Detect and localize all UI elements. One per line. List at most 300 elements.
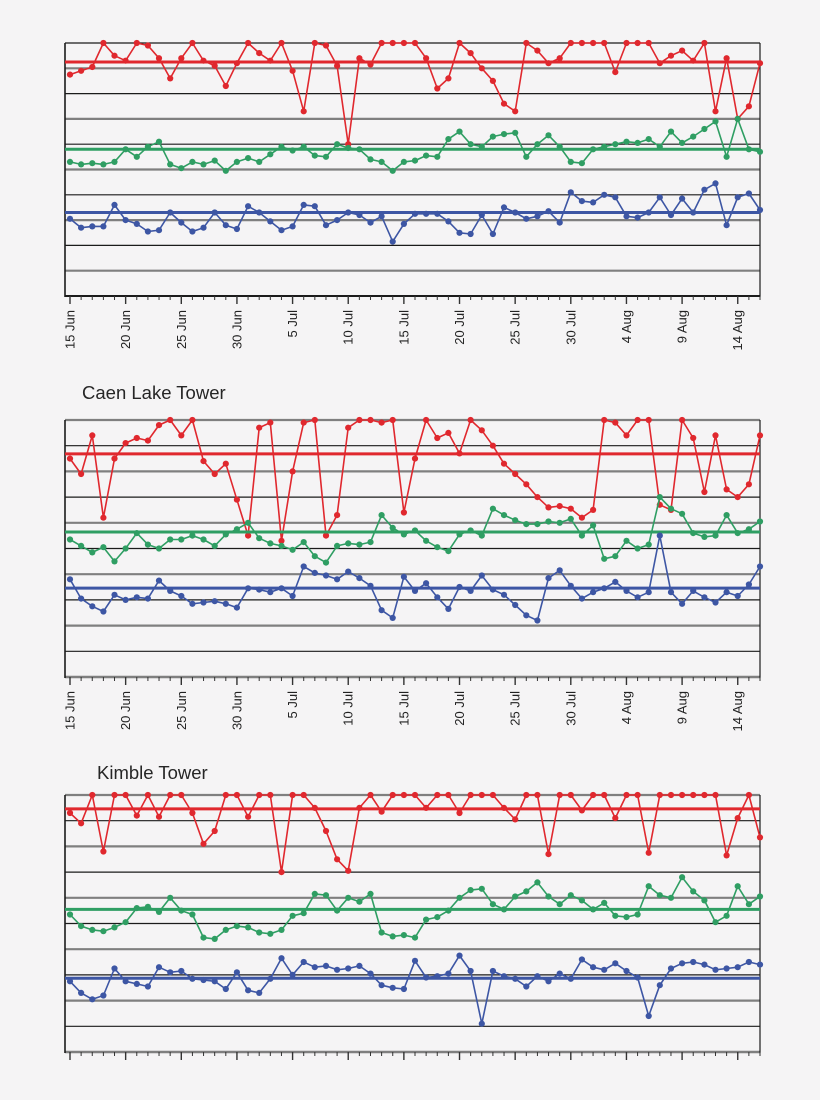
data-point bbox=[623, 968, 629, 974]
data-point bbox=[245, 203, 251, 209]
red-series-line bbox=[70, 795, 760, 872]
data-point bbox=[724, 965, 730, 971]
data-point bbox=[390, 985, 396, 991]
data-point bbox=[423, 805, 429, 811]
data-point bbox=[724, 222, 730, 228]
data-point bbox=[445, 218, 451, 224]
data-point bbox=[67, 456, 73, 462]
data-point bbox=[601, 967, 607, 973]
data-point bbox=[412, 158, 418, 164]
data-point bbox=[746, 792, 752, 798]
data-point bbox=[134, 435, 140, 441]
data-point bbox=[657, 494, 663, 500]
data-point bbox=[623, 914, 629, 920]
data-point bbox=[89, 927, 95, 933]
data-point bbox=[701, 489, 707, 495]
data-point bbox=[367, 792, 373, 798]
data-point bbox=[423, 417, 429, 423]
data-point bbox=[701, 962, 707, 968]
data-point bbox=[657, 982, 663, 988]
data-point bbox=[657, 533, 663, 539]
data-point bbox=[445, 606, 451, 612]
data-point bbox=[657, 792, 663, 798]
data-point bbox=[479, 144, 485, 150]
data-point bbox=[267, 420, 273, 426]
data-point bbox=[701, 187, 707, 193]
data-point bbox=[512, 816, 518, 822]
data-point bbox=[367, 220, 373, 226]
data-point bbox=[701, 534, 707, 540]
data-point bbox=[379, 982, 385, 988]
data-point bbox=[278, 955, 284, 961]
x-tick-label: 25 Jul bbox=[507, 310, 523, 345]
data-point bbox=[456, 40, 462, 46]
data-point bbox=[145, 792, 151, 798]
data-point bbox=[323, 560, 329, 566]
data-point bbox=[111, 965, 117, 971]
data-point bbox=[690, 530, 696, 536]
data-point bbox=[590, 964, 596, 970]
data-point bbox=[434, 435, 440, 441]
data-point bbox=[89, 792, 95, 798]
data-point bbox=[200, 58, 206, 64]
data-point bbox=[545, 504, 551, 510]
data-point bbox=[456, 230, 462, 236]
data-point bbox=[156, 578, 162, 584]
data-point bbox=[646, 417, 652, 423]
data-point bbox=[623, 538, 629, 544]
data-point bbox=[490, 78, 496, 84]
data-point bbox=[178, 792, 184, 798]
x-tick-label: 14 Aug bbox=[730, 691, 746, 732]
data-point bbox=[501, 204, 507, 210]
data-point bbox=[156, 909, 162, 915]
green-series bbox=[65, 494, 763, 566]
data-point bbox=[111, 792, 117, 798]
data-point bbox=[345, 209, 351, 215]
x-tick-label: 20 Jun bbox=[118, 691, 134, 731]
data-point bbox=[657, 194, 663, 200]
data-point bbox=[757, 563, 763, 569]
data-point bbox=[657, 60, 663, 66]
data-point bbox=[612, 420, 618, 426]
data-point bbox=[290, 547, 296, 553]
data-point bbox=[601, 144, 607, 150]
data-point bbox=[557, 567, 563, 573]
data-point bbox=[468, 887, 474, 893]
data-point bbox=[200, 599, 206, 605]
data-point bbox=[323, 154, 329, 160]
data-point bbox=[445, 136, 451, 142]
data-point bbox=[746, 103, 752, 109]
data-point bbox=[356, 963, 362, 969]
data-point bbox=[223, 168, 229, 174]
x-axis-labels bbox=[63, 310, 746, 351]
data-point bbox=[646, 589, 652, 595]
data-point bbox=[390, 417, 396, 423]
data-point bbox=[434, 85, 440, 91]
data-point bbox=[534, 617, 540, 623]
data-point bbox=[67, 810, 73, 816]
data-point bbox=[189, 228, 195, 234]
data-point bbox=[545, 851, 551, 857]
data-point bbox=[623, 588, 629, 594]
data-point bbox=[612, 913, 618, 919]
data-point bbox=[401, 574, 407, 580]
data-point bbox=[579, 160, 585, 166]
data-point bbox=[256, 990, 262, 996]
data-point bbox=[167, 209, 173, 215]
data-point bbox=[501, 101, 507, 107]
data-point bbox=[601, 192, 607, 198]
data-point bbox=[278, 227, 284, 233]
data-point bbox=[245, 924, 251, 930]
data-point bbox=[234, 923, 240, 929]
data-point bbox=[111, 592, 117, 598]
data-point bbox=[612, 579, 618, 585]
data-point bbox=[379, 512, 385, 518]
data-point bbox=[356, 805, 362, 811]
data-point bbox=[757, 149, 763, 155]
data-point bbox=[601, 792, 607, 798]
data-point bbox=[401, 792, 407, 798]
data-point bbox=[100, 515, 106, 521]
data-point bbox=[412, 211, 418, 217]
data-point bbox=[223, 461, 229, 467]
data-point bbox=[501, 805, 507, 811]
data-point bbox=[323, 222, 329, 228]
data-point bbox=[267, 792, 273, 798]
data-point bbox=[635, 140, 641, 146]
data-point bbox=[67, 978, 73, 984]
data-point bbox=[679, 511, 685, 517]
x-axis-labels bbox=[63, 691, 746, 732]
data-point bbox=[612, 69, 618, 75]
data-point bbox=[534, 879, 540, 885]
data-point bbox=[724, 55, 730, 61]
data-point bbox=[278, 40, 284, 46]
data-point bbox=[167, 536, 173, 542]
data-point bbox=[623, 213, 629, 219]
data-point bbox=[323, 572, 329, 578]
data-point bbox=[568, 159, 574, 165]
data-point bbox=[189, 533, 195, 539]
data-point bbox=[256, 587, 262, 593]
data-point bbox=[223, 222, 229, 228]
data-point bbox=[290, 68, 296, 74]
data-point bbox=[668, 589, 674, 595]
data-point bbox=[167, 792, 173, 798]
data-point bbox=[512, 209, 518, 215]
data-point bbox=[746, 146, 752, 152]
data-point bbox=[212, 936, 218, 942]
data-point bbox=[434, 792, 440, 798]
data-point bbox=[367, 156, 373, 162]
data-point bbox=[323, 828, 329, 834]
data-point bbox=[746, 901, 752, 907]
data-point bbox=[234, 226, 240, 232]
data-point bbox=[156, 422, 162, 428]
data-point bbox=[312, 553, 318, 559]
data-point bbox=[701, 594, 707, 600]
data-point bbox=[445, 430, 451, 436]
data-point bbox=[679, 874, 685, 880]
data-point bbox=[434, 973, 440, 979]
x-tick-label: 20 Jul bbox=[452, 310, 468, 345]
data-point bbox=[89, 432, 95, 438]
data-point bbox=[290, 223, 296, 229]
data-point bbox=[646, 40, 652, 46]
x-tick-label: 9 Aug bbox=[674, 691, 690, 725]
data-point bbox=[668, 212, 674, 218]
data-point bbox=[445, 75, 451, 81]
data-point bbox=[78, 923, 84, 929]
red-series bbox=[65, 792, 763, 875]
data-point bbox=[223, 83, 229, 89]
data-point bbox=[156, 814, 162, 820]
data-point bbox=[456, 531, 462, 537]
data-point bbox=[523, 40, 529, 46]
data-point bbox=[434, 154, 440, 160]
data-point bbox=[123, 58, 129, 64]
data-point bbox=[590, 589, 596, 595]
data-point bbox=[356, 899, 362, 905]
data-point bbox=[545, 575, 551, 581]
data-point bbox=[534, 494, 540, 500]
data-point bbox=[312, 203, 318, 209]
data-point bbox=[512, 517, 518, 523]
data-point bbox=[523, 521, 529, 527]
data-point bbox=[468, 968, 474, 974]
data-point bbox=[156, 55, 162, 61]
data-point bbox=[100, 992, 106, 998]
data-point bbox=[323, 42, 329, 48]
data-point bbox=[134, 594, 140, 600]
data-point bbox=[646, 883, 652, 889]
data-point bbox=[267, 589, 273, 595]
data-point bbox=[301, 563, 307, 569]
data-point bbox=[178, 55, 184, 61]
data-point bbox=[668, 895, 674, 901]
data-point bbox=[557, 55, 563, 61]
x-tick-label: 25 Jun bbox=[173, 691, 189, 731]
data-point bbox=[301, 420, 307, 426]
data-point bbox=[390, 168, 396, 174]
data-point bbox=[646, 542, 652, 548]
data-point bbox=[412, 527, 418, 533]
data-point bbox=[612, 141, 618, 147]
data-point bbox=[134, 154, 140, 160]
data-point bbox=[479, 533, 485, 539]
data-point bbox=[401, 509, 407, 515]
data-point bbox=[367, 891, 373, 897]
data-point bbox=[568, 976, 574, 982]
data-point bbox=[490, 792, 496, 798]
data-point bbox=[456, 810, 462, 816]
data-point bbox=[345, 425, 351, 431]
data-point bbox=[679, 960, 685, 966]
data-point bbox=[679, 417, 685, 423]
data-point bbox=[568, 516, 574, 522]
data-point bbox=[724, 486, 730, 492]
data-point bbox=[523, 481, 529, 487]
data-point bbox=[568, 189, 574, 195]
data-point bbox=[278, 927, 284, 933]
data-point bbox=[501, 512, 507, 518]
data-point bbox=[568, 892, 574, 898]
data-point bbox=[390, 615, 396, 621]
data-point bbox=[345, 540, 351, 546]
data-point bbox=[545, 208, 551, 214]
data-point bbox=[167, 75, 173, 81]
data-point bbox=[256, 535, 262, 541]
data-point bbox=[100, 161, 106, 167]
data-point bbox=[390, 239, 396, 245]
data-point bbox=[200, 977, 206, 983]
data-point bbox=[89, 603, 95, 609]
data-point bbox=[178, 165, 184, 171]
data-point bbox=[290, 792, 296, 798]
data-point bbox=[601, 556, 607, 562]
data-point bbox=[545, 893, 551, 899]
data-point bbox=[267, 540, 273, 546]
data-point bbox=[89, 549, 95, 555]
data-point bbox=[200, 225, 206, 231]
x-tick-label: 20 Jul bbox=[452, 691, 468, 726]
data-point bbox=[145, 228, 151, 234]
data-point bbox=[367, 417, 373, 423]
data-point bbox=[134, 905, 140, 911]
data-point bbox=[512, 471, 518, 477]
data-point bbox=[212, 158, 218, 164]
data-point bbox=[679, 792, 685, 798]
data-point bbox=[312, 805, 318, 811]
data-point bbox=[423, 211, 429, 217]
data-point bbox=[646, 1013, 652, 1019]
data-point bbox=[601, 40, 607, 46]
data-point bbox=[156, 139, 162, 145]
data-point bbox=[290, 972, 296, 978]
data-point bbox=[579, 956, 585, 962]
data-point bbox=[701, 897, 707, 903]
data-point bbox=[223, 986, 229, 992]
data-point bbox=[100, 608, 106, 614]
data-point bbox=[512, 130, 518, 136]
data-point bbox=[78, 225, 84, 231]
data-point bbox=[334, 576, 340, 582]
data-point bbox=[412, 958, 418, 964]
data-point bbox=[423, 153, 429, 159]
data-point bbox=[267, 976, 273, 982]
data-point bbox=[579, 40, 585, 46]
data-point bbox=[89, 64, 95, 70]
data-point bbox=[690, 134, 696, 140]
chart-title: Kimble Tower bbox=[97, 762, 208, 783]
data-point bbox=[189, 810, 195, 816]
data-point bbox=[746, 959, 752, 965]
data-point bbox=[412, 588, 418, 594]
data-point bbox=[635, 545, 641, 551]
data-point bbox=[534, 521, 540, 527]
data-point bbox=[423, 917, 429, 923]
data-point bbox=[223, 927, 229, 933]
data-point bbox=[445, 971, 451, 977]
data-point bbox=[356, 55, 362, 61]
data-point bbox=[145, 983, 151, 989]
data-point bbox=[746, 481, 752, 487]
data-point bbox=[178, 536, 184, 542]
data-point bbox=[501, 592, 507, 598]
data-point bbox=[78, 820, 84, 826]
data-point bbox=[123, 440, 129, 446]
data-point bbox=[245, 155, 251, 161]
data-point bbox=[735, 815, 741, 821]
data-point bbox=[145, 42, 151, 48]
data-point bbox=[145, 542, 151, 548]
data-point bbox=[134, 40, 140, 46]
data-point bbox=[401, 221, 407, 227]
data-point bbox=[334, 856, 340, 862]
data-point bbox=[412, 456, 418, 462]
data-point bbox=[334, 141, 340, 147]
data-point bbox=[145, 596, 151, 602]
data-point bbox=[256, 50, 262, 56]
data-point bbox=[412, 792, 418, 798]
data-point bbox=[512, 108, 518, 114]
blue-series bbox=[65, 180, 763, 244]
x-tick-label: 4 Aug bbox=[618, 691, 634, 725]
data-point bbox=[523, 983, 529, 989]
data-point bbox=[267, 151, 273, 157]
data-point bbox=[757, 518, 763, 524]
data-point bbox=[757, 207, 763, 213]
data-point bbox=[468, 50, 474, 56]
data-point bbox=[512, 893, 518, 899]
data-point bbox=[701, 126, 707, 132]
data-point bbox=[690, 58, 696, 64]
green-series bbox=[65, 116, 763, 174]
data-point bbox=[479, 792, 485, 798]
data-point bbox=[490, 231, 496, 237]
data-point bbox=[156, 964, 162, 970]
data-point bbox=[423, 974, 429, 980]
data-point bbox=[256, 209, 262, 215]
data-point bbox=[123, 146, 129, 152]
data-point bbox=[735, 964, 741, 970]
data-point bbox=[468, 417, 474, 423]
data-point bbox=[278, 869, 284, 875]
blue-series-line bbox=[70, 956, 760, 1024]
blue-series bbox=[65, 953, 763, 1027]
data-point bbox=[490, 443, 496, 449]
data-point bbox=[523, 888, 529, 894]
data-point bbox=[379, 929, 385, 935]
red-series bbox=[65, 417, 763, 544]
data-point bbox=[123, 597, 129, 603]
data-point bbox=[456, 584, 462, 590]
data-point bbox=[234, 60, 240, 66]
data-point bbox=[635, 792, 641, 798]
data-point bbox=[479, 1021, 485, 1027]
data-point bbox=[679, 48, 685, 54]
data-point bbox=[579, 515, 585, 521]
x-tick-label: 14 Aug bbox=[730, 310, 746, 351]
data-point bbox=[345, 965, 351, 971]
data-point bbox=[178, 432, 184, 438]
x-tick-label: 9 Aug bbox=[674, 310, 690, 344]
data-point bbox=[668, 965, 674, 971]
data-point bbox=[646, 136, 652, 142]
